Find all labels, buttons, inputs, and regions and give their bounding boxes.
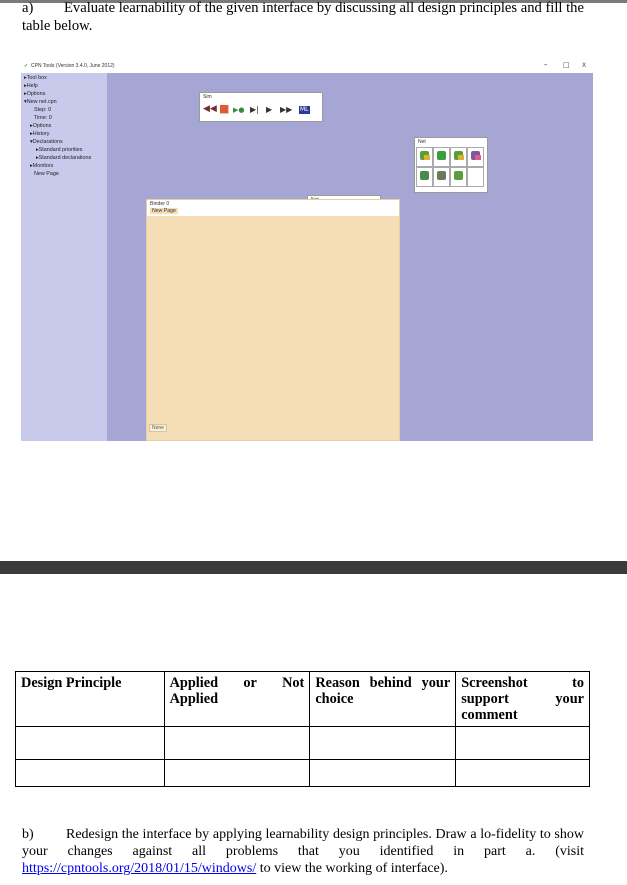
header-design-principle: Design Principle [16, 672, 165, 727]
question-a-line2: table below. [22, 18, 93, 34]
tree-item-declarations[interactable]: ▾Declarations [30, 139, 63, 145]
tree-item-standard-priorities[interactable]: ▸Standard priorities [36, 147, 83, 153]
binder-tab-new-page[interactable]: New Page [152, 208, 176, 214]
tree-item-monitors[interactable]: ▸Monitors [30, 163, 54, 169]
tree-item-net[interactable]: ▾New net.cpn [24, 99, 57, 105]
net-tool-icon[interactable] [433, 167, 450, 187]
minimize-icon[interactable]: - [544, 60, 548, 70]
table-cell[interactable] [456, 760, 590, 787]
table-cell[interactable] [310, 760, 456, 787]
tree-item-net-options[interactable]: ▸Options [30, 123, 52, 129]
question-b-text: Redesign the interface by applying learnability design principles. Draw a lo-fidelity to show your changes against all problems that you identified in part a. (visit [22, 827, 584, 859]
play-single-icon[interactable]: ▶● [233, 106, 245, 114]
stop-icon[interactable]: ■ [219, 102, 230, 115]
index-tree [21, 73, 107, 441]
table-cell[interactable] [164, 760, 310, 787]
tree-item-options[interactable]: ▸Options [24, 91, 46, 97]
tree-item-standard-declarations[interactable]: ▸Standard declarations [36, 155, 92, 161]
maximize-icon[interactable]: □ [563, 61, 570, 69]
question-b [22, 826, 584, 877]
cpntools-link[interactable]: https://cpntools.org/2018/01/15/windows/ [22, 861, 257, 876]
tree-item-time: Time: 0 [34, 115, 52, 121]
net-palette-top-grid [416, 147, 484, 187]
net-tool-icon[interactable] [467, 147, 484, 167]
step-icon[interactable]: ▶| [250, 105, 259, 114]
table-cell[interactable] [310, 727, 456, 760]
binder[interactable] [146, 199, 400, 441]
tree-item-history[interactable]: ▸History [30, 131, 50, 137]
net-tool-empty[interactable] [467, 167, 484, 187]
table-header-row [16, 672, 590, 727]
question-a-label: a) [22, 0, 34, 16]
question-a-line1: Evaluate learnability of the given interface by discussing all design principles and fill the [64, 0, 584, 16]
window-title: CPN Tools (Version 3.4.0, June 2012) [31, 63, 115, 69]
sim-palette-caption: Sim [203, 94, 212, 100]
binder-title: Binder 0 [150, 201, 170, 207]
table-cell[interactable] [16, 727, 165, 760]
net-palette-top-caption: Net [418, 139, 426, 145]
ml-evaluate-icon[interactable]: ML [300, 106, 309, 113]
header-screenshot: Screenshot to support your comment [456, 672, 590, 727]
net-tool-icon[interactable] [450, 167, 467, 187]
question-b-label: b) [22, 827, 34, 842]
tree-item-new-page[interactable]: New Page [34, 171, 59, 177]
sim-palette[interactable] [199, 92, 323, 122]
net-tool-icon[interactable] [416, 167, 433, 187]
fast-forward-icon[interactable]: ▶▶ [280, 105, 293, 114]
header-applied: Applied or Not Applied [164, 672, 310, 727]
table-cell[interactable] [164, 727, 310, 760]
cpn-tools-screenshot [21, 57, 593, 441]
net-tool-icon[interactable] [433, 147, 450, 167]
header-reason: Reason behind your choice [310, 672, 456, 727]
binder-status: None [149, 424, 167, 432]
play-icon[interactable]: ▶ [266, 105, 273, 114]
question-a [22, 0, 602, 35]
binder-header [147, 200, 399, 216]
design-principle-table [15, 671, 590, 787]
table-row [16, 760, 590, 787]
question-b-tail: to view the working of interface). [256, 861, 448, 876]
tree-item-step: Step: 0 [34, 107, 52, 113]
rewind-icon[interactable]: ◀◀ [203, 104, 217, 114]
page-separator [0, 561, 627, 574]
tree-item-toolbox[interactable]: ▸Tool box [24, 75, 47, 81]
workspace [107, 73, 593, 441]
net-tool-icon[interactable] [416, 147, 433, 167]
cpn-logo-icon: ✔ [24, 63, 29, 69]
table-cell[interactable] [16, 760, 165, 787]
tree-item-help[interactable]: ▸Help [24, 83, 38, 89]
window-titlebar [21, 57, 593, 73]
net-palette-top[interactable] [414, 137, 488, 193]
net-tool-icon[interactable] [450, 147, 467, 167]
table-row [16, 727, 590, 760]
close-icon[interactable]: X [582, 62, 587, 69]
table-cell[interactable] [456, 727, 590, 760]
